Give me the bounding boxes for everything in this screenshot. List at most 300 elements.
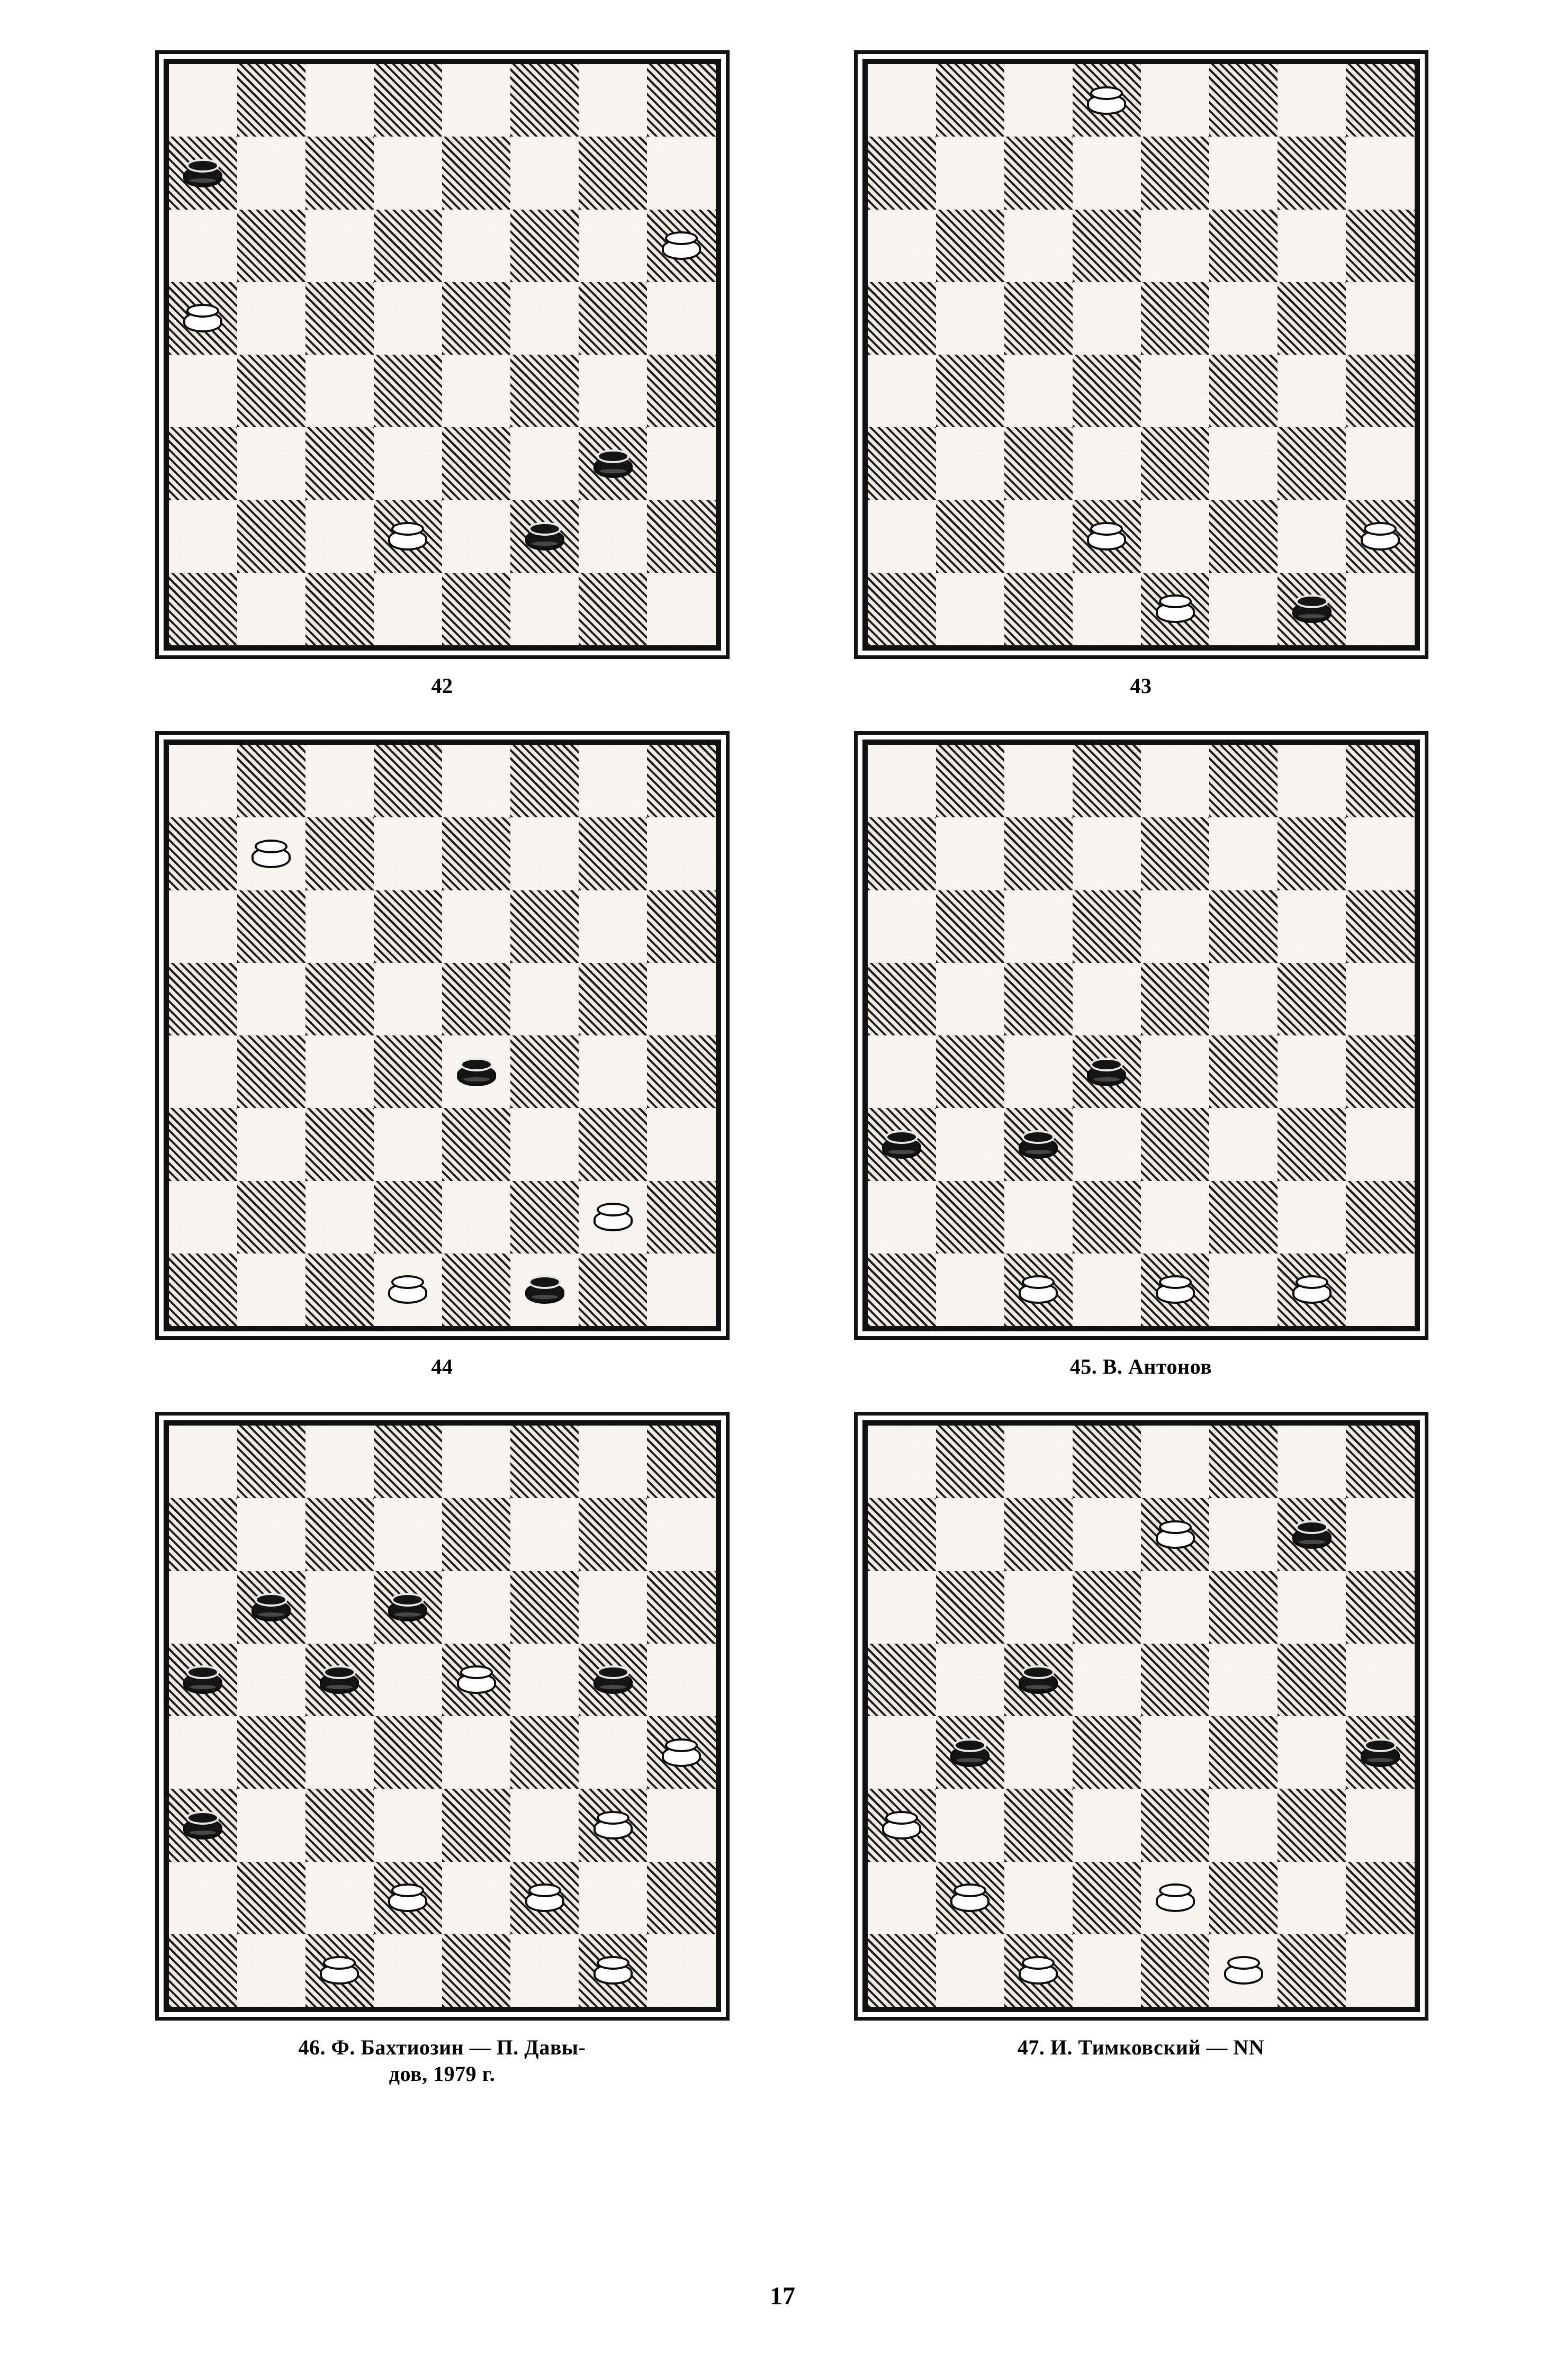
board-square	[1004, 1498, 1073, 1571]
board-square	[936, 1254, 1004, 1326]
board-square	[510, 1789, 579, 1861]
board-square	[936, 1716, 1004, 1789]
board-square	[1004, 963, 1073, 1035]
board-squares	[164, 1420, 721, 2012]
white-checker-piece	[251, 840, 291, 868]
checker-top	[1227, 1956, 1260, 1970]
checkers-board	[155, 731, 730, 1340]
board-square	[510, 573, 579, 645]
board-square	[1278, 1644, 1346, 1716]
black-checker-piece	[183, 1811, 222, 1840]
board-square	[1073, 137, 1141, 209]
board-square	[374, 137, 442, 209]
board-square	[305, 282, 374, 355]
board-square	[936, 137, 1004, 209]
board-square	[374, 1644, 442, 1716]
board-square	[1004, 1934, 1073, 2007]
board-square	[1278, 137, 1346, 209]
board-square	[1278, 1862, 1346, 1934]
board-square	[1346, 1254, 1414, 1326]
board-square	[1278, 745, 1346, 817]
board-square	[1346, 355, 1414, 427]
white-checker-piece	[593, 1203, 633, 1231]
board-wrap	[854, 731, 1428, 1340]
board-square	[305, 355, 374, 427]
board-square	[237, 1181, 305, 1254]
board-square	[1004, 282, 1073, 355]
black-checker-piece	[593, 449, 633, 478]
board-square	[305, 210, 374, 282]
board-square	[510, 1426, 579, 1498]
checker-top	[186, 159, 219, 173]
board-squares	[164, 59, 721, 651]
board-wrap	[155, 1412, 730, 2021]
board-square	[1004, 1789, 1073, 1861]
board-square	[374, 1426, 442, 1498]
board-square	[1141, 1426, 1209, 1498]
board-square	[647, 1789, 715, 1861]
board-square	[305, 1716, 374, 1789]
board-square	[1004, 745, 1073, 817]
board-square	[442, 1571, 510, 1644]
board-square	[442, 1035, 510, 1108]
board-square	[510, 1254, 579, 1326]
board-square	[237, 1934, 305, 2007]
checker-top	[528, 1275, 561, 1289]
board-square	[169, 427, 237, 500]
board-square	[442, 817, 510, 890]
board-square	[1073, 1426, 1141, 1498]
board-square	[442, 1426, 510, 1498]
board-square	[510, 1644, 579, 1716]
board-square	[169, 1571, 237, 1644]
board-square	[1073, 282, 1141, 355]
board-square	[936, 210, 1004, 282]
board-square	[1209, 210, 1278, 282]
white-checker-piece	[1292, 1275, 1332, 1304]
board-square	[1209, 1035, 1278, 1108]
board-square	[647, 817, 715, 890]
checkers-board	[155, 50, 730, 659]
board-square	[579, 1108, 647, 1180]
board-square	[237, 282, 305, 355]
diagram-grid	[143, 50, 1440, 2119]
checker-top	[1090, 1058, 1123, 1071]
board-square	[305, 1862, 374, 1934]
board-square	[1278, 1571, 1346, 1644]
board-square	[647, 1108, 715, 1180]
board-square	[442, 355, 510, 427]
board-square	[1004, 817, 1073, 890]
board-square	[936, 1108, 1004, 1180]
board-square	[169, 963, 237, 1035]
board-square	[237, 963, 305, 1035]
white-checker-piece	[662, 1738, 701, 1767]
board-square	[1209, 1934, 1278, 2007]
board-square	[305, 1108, 374, 1180]
board-square	[1278, 963, 1346, 1035]
board-square	[1278, 282, 1346, 355]
board-square	[374, 1789, 442, 1861]
board-square	[442, 1644, 510, 1716]
board-square	[1073, 427, 1141, 500]
board-square	[1278, 1789, 1346, 1861]
board-square	[1278, 1035, 1346, 1108]
board-square	[374, 1934, 442, 2007]
board-square	[1209, 573, 1278, 645]
board-square	[1073, 1789, 1141, 1861]
board-square	[169, 1644, 237, 1716]
board-square	[936, 963, 1004, 1035]
board-square	[169, 745, 237, 817]
diagram-cell-45	[842, 731, 1440, 1380]
board-square	[1141, 1108, 1209, 1180]
board-square	[442, 963, 510, 1035]
board-square	[305, 1571, 374, 1644]
board-square	[169, 500, 237, 573]
caption-line: 45. В. Антонов	[1069, 1355, 1212, 1378]
board-square	[936, 890, 1004, 963]
checkers-board	[854, 731, 1428, 1340]
board-square	[305, 1181, 374, 1254]
black-checker-piece	[1292, 594, 1332, 623]
board-square	[169, 890, 237, 963]
board-square	[868, 745, 936, 817]
board-square	[169, 1716, 237, 1789]
board-square	[169, 137, 237, 209]
board-square	[936, 427, 1004, 500]
checker-top	[528, 522, 561, 536]
board-square	[647, 1426, 715, 1498]
checker-top	[1022, 1130, 1055, 1144]
caption-line: дов, 1979 г.	[389, 2062, 496, 2086]
board-square	[579, 1644, 647, 1716]
diagram-caption	[299, 2034, 586, 2087]
board-square	[442, 210, 510, 282]
board-square	[1346, 137, 1414, 209]
board-square	[1278, 573, 1346, 645]
board-square	[1141, 890, 1209, 963]
board-square	[237, 890, 305, 963]
board-square	[237, 355, 305, 427]
board-square	[1004, 427, 1073, 500]
board-square	[1141, 1035, 1209, 1108]
diagram-cell-47	[842, 1412, 1440, 2087]
board-square	[1141, 1934, 1209, 2007]
board-square	[1073, 817, 1141, 890]
diagram-cell-42	[143, 50, 741, 699]
board-square	[169, 1254, 237, 1326]
white-checker-piece	[1361, 522, 1400, 551]
board-square	[237, 210, 305, 282]
board-square	[510, 1498, 579, 1571]
board-square	[374, 745, 442, 817]
board-square	[1004, 1108, 1073, 1180]
white-checker-piece	[457, 1665, 496, 1694]
board-square	[1073, 963, 1141, 1035]
board-square	[1209, 64, 1278, 137]
board-square	[510, 355, 579, 427]
board-square	[868, 1498, 936, 1571]
board-square	[1209, 500, 1278, 573]
diagram-cell-44	[143, 731, 741, 1380]
board-square	[442, 1934, 510, 2007]
board-square	[305, 963, 374, 1035]
black-checker-piece	[593, 1665, 633, 1694]
board-square	[647, 963, 715, 1035]
board-square	[1004, 137, 1073, 209]
board-square	[1209, 1498, 1278, 1571]
checkers-board	[854, 50, 1428, 659]
board-square	[1278, 64, 1346, 137]
checker-top	[391, 1593, 424, 1607]
white-checker-piece	[1224, 1956, 1263, 1985]
board-square	[1278, 1716, 1346, 1789]
black-checker-piece	[1361, 1738, 1400, 1767]
diagram-caption	[431, 673, 453, 699]
board-square	[374, 500, 442, 573]
checker-top	[597, 1665, 629, 1679]
board-square	[1346, 64, 1414, 137]
board-square	[1346, 890, 1414, 963]
board-square	[1073, 1498, 1141, 1571]
board-square	[868, 890, 936, 963]
caption-line: 46. Ф. Бахтиозин — П. Давы-	[298, 2035, 586, 2059]
board-square	[169, 1181, 237, 1254]
board-square	[579, 500, 647, 573]
checker-top	[1364, 522, 1397, 536]
board-square	[305, 745, 374, 817]
board-square	[868, 963, 936, 1035]
board-square	[305, 1934, 374, 2007]
board-square	[1209, 963, 1278, 1035]
board-square	[579, 745, 647, 817]
board-square	[169, 1108, 237, 1180]
board-square	[1346, 817, 1414, 890]
board-square	[647, 500, 715, 573]
board-square	[510, 1862, 579, 1934]
board-square	[1004, 1181, 1073, 1254]
black-checker-piece	[251, 1593, 291, 1621]
board-square	[1004, 1862, 1073, 1934]
board-square	[936, 1571, 1004, 1644]
board-square	[868, 573, 936, 645]
board-square	[237, 745, 305, 817]
checker-top	[1159, 1883, 1192, 1897]
checker-top	[255, 840, 287, 853]
checker-top	[1022, 1956, 1055, 1970]
board-square	[936, 1862, 1004, 1934]
board-square	[868, 1254, 936, 1326]
board-squares	[862, 740, 1420, 1331]
board-square	[1346, 1934, 1414, 2007]
board-square	[237, 1498, 305, 1571]
board-square	[374, 890, 442, 963]
checker-top	[460, 1665, 493, 1679]
board-square	[936, 355, 1004, 427]
board-square	[237, 573, 305, 645]
board-square	[647, 1934, 715, 2007]
checkers-board	[155, 1412, 730, 2021]
board-square	[1141, 963, 1209, 1035]
board-square	[237, 1426, 305, 1498]
checker-top	[597, 1203, 629, 1216]
caption-line: 42	[431, 674, 453, 698]
board-square	[237, 500, 305, 573]
black-checker-piece	[525, 1275, 564, 1304]
board-square	[647, 355, 715, 427]
board-square	[1141, 282, 1209, 355]
board-square	[647, 1644, 715, 1716]
board-square	[647, 1498, 715, 1571]
black-checker-piece	[1087, 1058, 1126, 1086]
board-square	[647, 890, 715, 963]
board-square	[442, 573, 510, 645]
board-square	[1073, 1934, 1141, 2007]
board-square	[647, 210, 715, 282]
checker-top	[1090, 522, 1123, 536]
white-checker-piece	[183, 304, 222, 332]
board-square	[1209, 745, 1278, 817]
board-square	[1346, 1571, 1414, 1644]
checker-top	[1296, 594, 1328, 608]
board-square	[1141, 427, 1209, 500]
board-square	[579, 1571, 647, 1644]
board-square	[1141, 745, 1209, 817]
board-square	[1209, 1789, 1278, 1861]
board-square	[647, 1862, 715, 1934]
board-square	[374, 64, 442, 137]
board-square	[237, 1571, 305, 1644]
diagram-cell-43	[842, 50, 1440, 699]
board-square	[868, 64, 936, 137]
board-square	[1346, 282, 1414, 355]
board-square	[510, 1934, 579, 2007]
board-square	[1209, 1571, 1278, 1644]
board-square	[1073, 1716, 1141, 1789]
board-square	[1346, 1862, 1414, 1934]
diagram-caption	[1018, 2034, 1264, 2061]
checker-top	[528, 1883, 561, 1897]
board-square	[579, 355, 647, 427]
white-checker-piece	[388, 1883, 427, 1912]
black-checker-piece	[388, 1593, 427, 1621]
board-square	[868, 1644, 936, 1716]
board-squares	[862, 1420, 1420, 2012]
board-square	[579, 64, 647, 137]
checker-top	[323, 1956, 356, 1970]
board-square	[1209, 1108, 1278, 1180]
board-square	[169, 282, 237, 355]
board-square	[374, 355, 442, 427]
board-square	[510, 890, 579, 963]
board-square	[936, 1426, 1004, 1498]
board-square	[1346, 1789, 1414, 1861]
black-checker-piece	[320, 1665, 359, 1694]
board-square	[374, 1498, 442, 1571]
board-square	[305, 1035, 374, 1108]
diagram-cell-46	[143, 1412, 741, 2087]
board-square	[442, 1789, 510, 1861]
checker-top	[1090, 86, 1123, 100]
white-checker-piece	[1156, 594, 1195, 623]
black-checker-piece	[183, 1665, 222, 1694]
checker-top	[255, 1593, 287, 1607]
checker-top	[186, 304, 219, 318]
board-square	[374, 1108, 442, 1180]
board-square	[510, 500, 579, 573]
board-square	[1004, 1716, 1073, 1789]
white-checker-piece	[525, 1883, 564, 1912]
board-square	[1004, 355, 1073, 427]
board-square	[237, 1862, 305, 1934]
checker-top	[954, 1883, 986, 1897]
board-square	[305, 1426, 374, 1498]
board-square	[579, 1716, 647, 1789]
board-square	[442, 1254, 510, 1326]
board-square	[169, 210, 237, 282]
board-square	[442, 1181, 510, 1254]
board-squares	[164, 740, 721, 1331]
board-square	[1141, 1254, 1209, 1326]
board-square	[868, 1181, 936, 1254]
board-square	[374, 963, 442, 1035]
board-square	[169, 573, 237, 645]
board-square	[510, 1108, 579, 1180]
board-square	[237, 137, 305, 209]
board-square	[510, 427, 579, 500]
caption-line: 47. И. Тимковский — NN	[1017, 2035, 1265, 2059]
checker-top	[665, 231, 698, 245]
board-square	[868, 1789, 936, 1861]
board-square	[1209, 1254, 1278, 1326]
board-square	[510, 282, 579, 355]
board-square	[374, 1571, 442, 1644]
board-square	[1346, 500, 1414, 573]
board-square	[868, 427, 936, 500]
board-square	[510, 1716, 579, 1789]
board-square	[237, 1716, 305, 1789]
board-square	[936, 817, 1004, 890]
board-square	[1209, 355, 1278, 427]
board-square	[442, 1716, 510, 1789]
board-square	[868, 1716, 936, 1789]
board-square	[1004, 1035, 1073, 1108]
board-square	[647, 745, 715, 817]
board-square	[510, 745, 579, 817]
board-square	[374, 817, 442, 890]
board-square	[374, 210, 442, 282]
board-square	[579, 1181, 647, 1254]
board-square	[1209, 1181, 1278, 1254]
white-checker-piece	[882, 1811, 921, 1840]
board-square	[579, 573, 647, 645]
checker-top	[1296, 1275, 1328, 1289]
board-square	[305, 427, 374, 500]
board-square	[1004, 1571, 1073, 1644]
black-checker-piece	[882, 1130, 921, 1159]
board-square	[1141, 1789, 1209, 1861]
checker-top	[597, 449, 629, 463]
board-square	[1141, 1716, 1209, 1789]
board-square	[1209, 1716, 1278, 1789]
board-square	[1278, 355, 1346, 427]
board-square	[237, 1108, 305, 1180]
board-square	[868, 355, 936, 427]
board-square	[1073, 745, 1141, 817]
board-square	[936, 1934, 1004, 2007]
board-square	[579, 1862, 647, 1934]
